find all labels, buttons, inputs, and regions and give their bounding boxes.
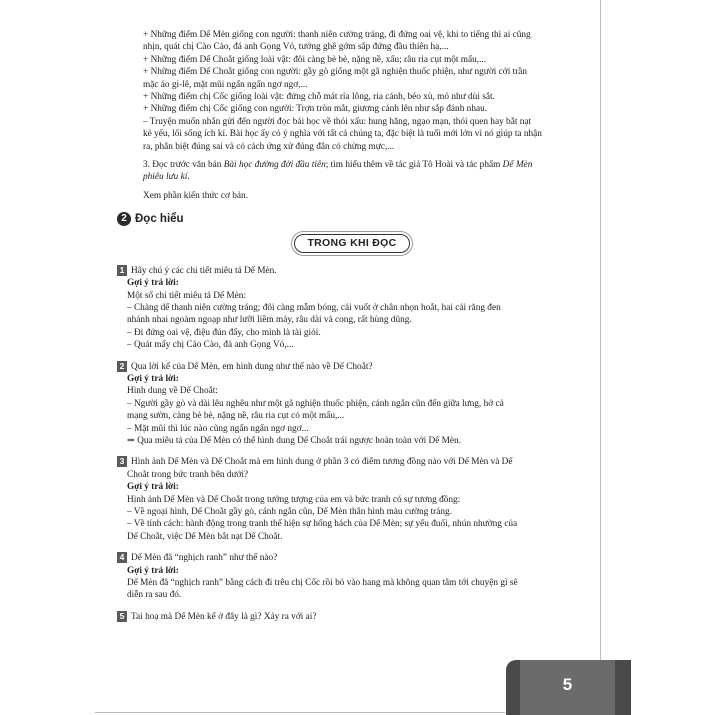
text-line: kẻ yếu, lối sống ích kỉ. Bài học ấy có ý nghĩa với tất cả chúng ta, đặc biệt là tuổi mới lớn vì nó giúp ta nhận xyxy=(143,129,542,140)
question-text: Qua lời kể của Dế Mèn, em hình dung như thế nào về Dế Choắt? xyxy=(131,361,373,372)
section-title: Đọc hiểu xyxy=(135,213,184,226)
text-line: + Những điểm Dế Choắt giống con người: gầy gò giống một gã nghiện thuốc phiện, như người cởi trần xyxy=(143,67,528,78)
question-number: 5 xyxy=(117,611,127,622)
question-text: Dế Mèn đã “nghịch ranh” như thế nào? xyxy=(131,553,278,564)
answer-line: nhánh nhai ngoàm ngoạp như lưỡi liềm máy, râu dài và cong, rất hùng dũng. xyxy=(127,315,412,326)
work-title-cont: phiêu lưu kí xyxy=(143,172,188,183)
reading-task-prefix: 3. Đọc trước văn bản xyxy=(143,160,224,171)
section-heading xyxy=(117,212,587,226)
answer-line: Hình dung về Dế Choắt: xyxy=(127,386,218,397)
question-block xyxy=(117,265,587,352)
answer-line: ⇒ Qua miêu tả của Dế Mèn có thể hình dung Dế Choắt trái ngược hoàn toàn với Dế Mèn. xyxy=(127,435,462,446)
answer-line: – Người gầy gò và dài lêu nghêu như một gã nghiện thuốc phiện, cánh ngắn cũn đến giữa lưng, hở cả xyxy=(127,398,504,409)
question-line xyxy=(117,552,587,564)
text-line: – Truyện muốn nhắn gửi đến người đọc bài học về thói xấu: hung hăng, ngạo mạn, thói quen hay bắt nạt xyxy=(143,116,532,127)
question-line-cont: Choắt trong bức tranh bên dưới? xyxy=(127,469,249,480)
answer-line: Hình ảnh Dế Mèn và Dế Choắt trong tưởng tượng của em và bức tranh có sự tương đồng: xyxy=(127,494,461,505)
hint-label: Gợi ý trả lời: xyxy=(127,482,179,493)
question-number: 4 xyxy=(117,552,127,563)
lesson-title: Bài học đường đời đầu tiên xyxy=(223,160,326,171)
reading-task-cont xyxy=(117,171,587,183)
text-line: ra, phân biệt đúng sai và có cách ứng xử đúng đắn có chừng mực,... xyxy=(143,141,395,152)
margin-rule xyxy=(600,0,601,660)
text-line: + Những điểm chị Cốc giống loài vật: đứng chỗ mát rỉa lông, rỉa cánh, béo xù, mỏ như dùi sắt. xyxy=(143,92,495,103)
question-line xyxy=(117,361,587,373)
answer-line: – Về ngoại hình, Dế Choắt gầy gò, cánh ngắn cũn, Dế Mèn thân hình màu cường tráng. xyxy=(127,507,453,517)
section-number: 2 xyxy=(117,212,131,226)
page-number: 5 xyxy=(562,675,573,694)
question-text: Hãy chú ý các chi tiết miêu tả Dế Mèn. xyxy=(131,265,277,276)
answer-line: – Mặt mũi thì lúc nào cũng ngẩn ngẩn ngơ ngơ... xyxy=(127,423,309,434)
banner-wrap xyxy=(117,234,587,252)
question-number: 1 xyxy=(117,265,127,276)
answer-line: – Đi đứng oai vệ, điệu đún đẩy, cho mình là tài giỏi. xyxy=(127,327,321,338)
text-line: mặc áo gi-lê, mặt mũi ngẩn ngẩn ngơ ngơ,... xyxy=(143,79,308,90)
reading-task-note: Xem phần kiến thức cơ bản. xyxy=(143,190,248,201)
question-line xyxy=(117,611,587,623)
hint-label: Gợi ý trả lời: xyxy=(127,565,179,576)
footer-rule xyxy=(95,712,505,713)
question-line xyxy=(117,456,587,468)
answer-line: diễn ra sau đó. xyxy=(127,590,182,601)
answer-line: Dế Choắt, việc Dế Mèn bắt nạt Dế Choắt. xyxy=(127,531,283,542)
hint-label: Gợi ý trả lời: xyxy=(127,278,179,289)
text-line: nhịn, quát chị Cào Cào, đá anh Gọng Vó, tưởng ghê gớm sắp đứng đầu thiên hạ,... xyxy=(143,42,449,53)
question-line xyxy=(117,265,587,277)
question-text: Tai hoạ mà Dế Mèn kể ở đây là gì? Xảy ra với ai? xyxy=(131,611,317,622)
hint-label: Gợi ý trả lời: xyxy=(127,373,179,384)
answer-line: Dế Mèn đã “nghịch ranh” bằng cách đi trêu chị Cốc rồi bỏ vào hang mà không quan tâm tới chuyện gì sẽ xyxy=(127,578,518,589)
while-reading-banner: TRONG KHI ĐỌC xyxy=(294,234,409,252)
answer-line: – Về tính cách: hành động trong tranh thể hiện sự hống hách của Dế Mèn; sự yếu đuối, nhún nhường của xyxy=(127,519,518,530)
answer-line: – Chàng dế thanh niên cường tráng; đôi càng mẫm bóng, cái vuốt ở chân nhọn hoắt, hai cái răng đen xyxy=(127,302,501,313)
question-number: 3 xyxy=(117,456,127,467)
question-number: 2 xyxy=(117,361,127,372)
question-block xyxy=(117,456,587,543)
reading-task-end: . xyxy=(187,172,190,183)
reading-task xyxy=(117,159,587,171)
answer-line: – Quát mấy chị Cào Cào, đá anh Gọng Vó,... xyxy=(127,340,294,351)
question-block xyxy=(117,361,587,448)
question-text: Hình ảnh Dế Mèn và Dế Choắt mà em hình dung ở phần 3 có điểm tương đồng nào với Dế Mèn và Dế xyxy=(131,457,513,468)
question-block xyxy=(117,552,587,602)
text-line: + Những điểm chị Cốc giống con người: Trợn tròn mắt, giương cánh lên như sắp đánh nhau. xyxy=(143,104,488,115)
page-content xyxy=(117,29,587,623)
question-block xyxy=(117,611,587,623)
answer-line: Một số chi tiết miêu tả Dế Mèn: xyxy=(127,290,247,301)
work-title: Dế Mèn xyxy=(502,160,533,171)
reading-task-middle: ; tìm hiểu thêm về tác giả Tô Hoài và tác phẩm xyxy=(325,160,503,171)
answer-line: mạng sườn, càng bè bè, nặng nề, râu ria cụt có một mẩu,... xyxy=(127,411,345,422)
text-line: + Những điểm Dế Mèn giống con người: thanh niên cường tráng, đi đứng oai vệ, khi to tiếng thì ai cũng xyxy=(143,30,531,40)
text-line: + Những điểm Dế Choắt giống loài vật: đôi càng bè bè, nặng nề, xấu; râu ria cụt một mẩu,... xyxy=(143,54,487,65)
